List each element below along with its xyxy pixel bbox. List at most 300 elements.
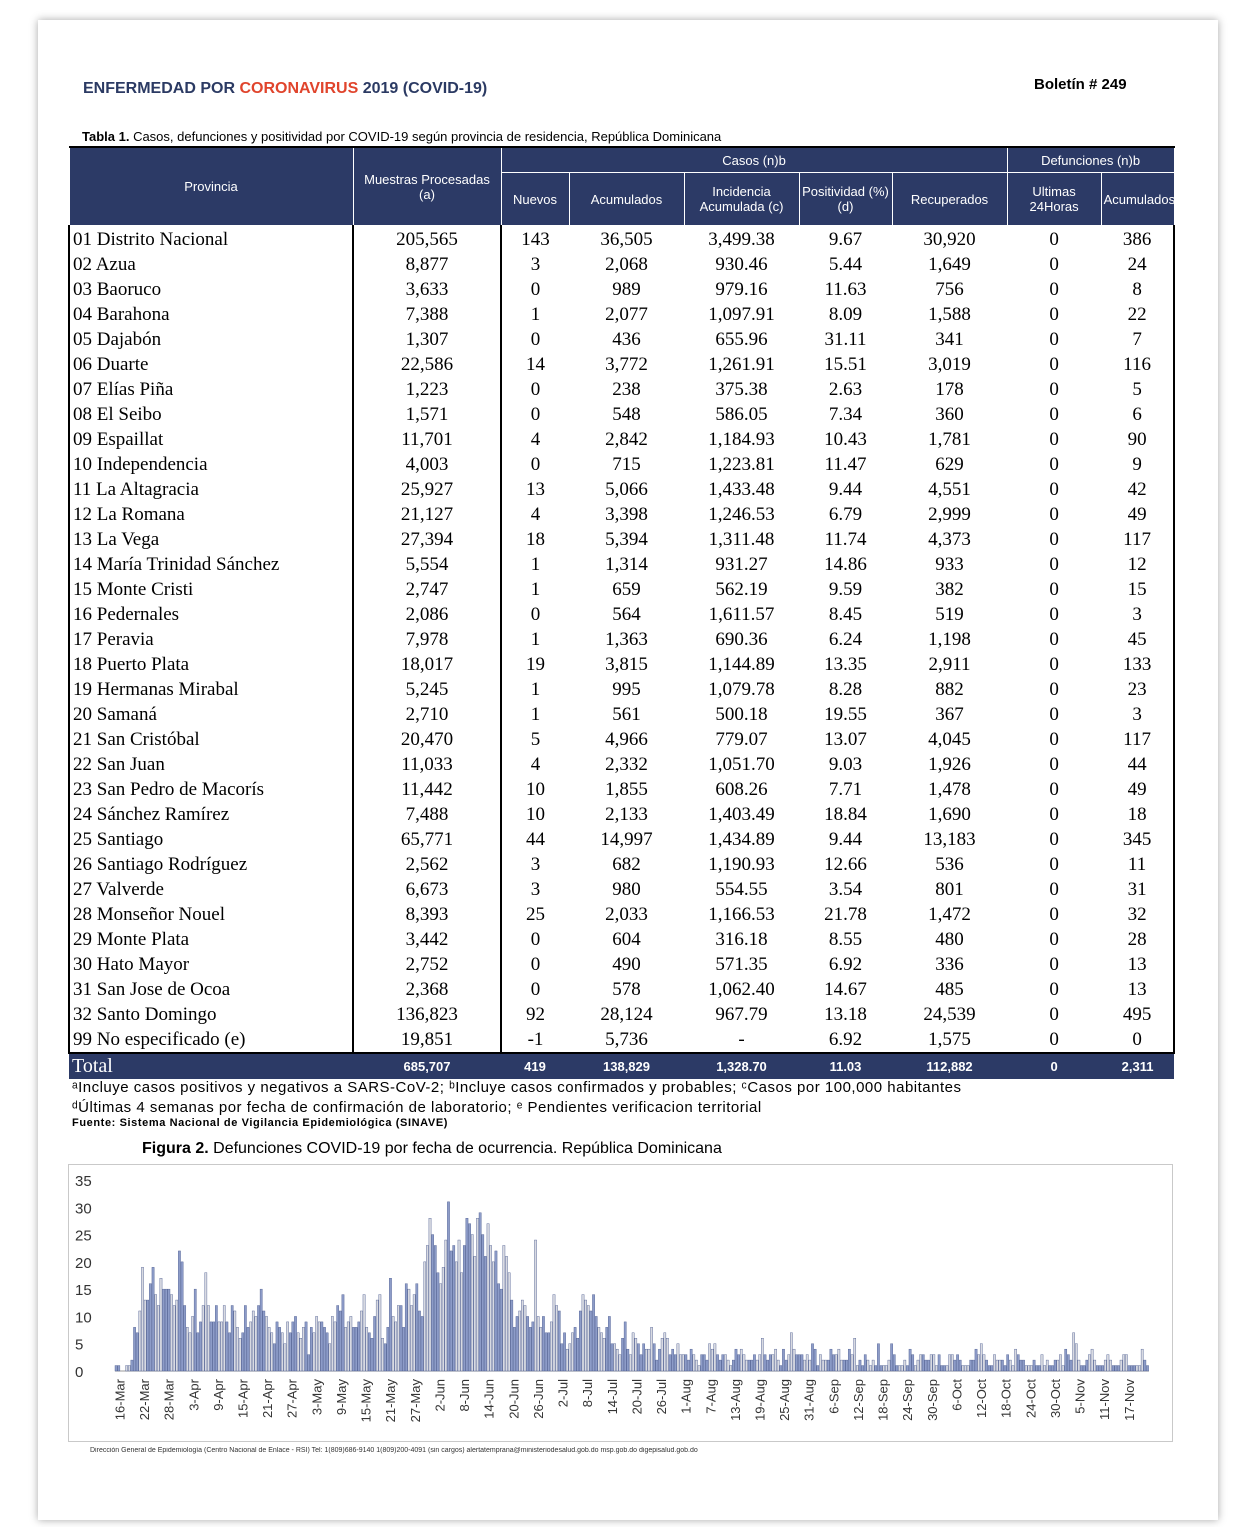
chart-bar: [126, 1366, 128, 1371]
cell-incidencia: 1,190.93: [708, 854, 775, 875]
table-row: [69, 226, 1174, 253]
x-tick-label: 20-Jul: [629, 1379, 645, 1415]
chart-bar: [656, 1360, 658, 1371]
chart-bar: [482, 1235, 484, 1371]
x-tick-label: 19-Aug: [752, 1379, 768, 1421]
cell-ultimas: 0: [1049, 604, 1059, 625]
chart-bar: [1128, 1366, 1130, 1371]
cell-nuevos: 1: [530, 579, 541, 600]
cell-ultimas: 0: [1049, 704, 1059, 725]
chart-bar: [732, 1360, 734, 1371]
source-note: Fuente: Sistema Nacional de Vigilancia Epidemiológica (SINAVE): [72, 1117, 449, 1129]
cell-nuevos: 3: [530, 254, 541, 275]
cell-acumulados: 1,855: [605, 779, 648, 800]
table-row: [69, 302, 1174, 327]
cell-acumulados: 3,772: [605, 354, 648, 375]
chart-bar: [397, 1306, 399, 1371]
chart-bar: [949, 1355, 951, 1371]
cell-ultimas: 0: [1049, 554, 1059, 575]
chart-bar: [1046, 1360, 1048, 1371]
cell-positividad: 14.86: [824, 554, 867, 575]
cell-recuperados: 1,478: [928, 779, 971, 800]
chart-bar: [764, 1355, 766, 1371]
chart-bar: [239, 1338, 241, 1371]
chart-bar: [284, 1344, 286, 1371]
x-tick-label: 31-Aug: [801, 1379, 817, 1421]
chart-bar: [703, 1355, 705, 1371]
cell-ultimas: 0: [1049, 854, 1059, 875]
cell-acumulados-def: 23: [1101, 677, 1174, 702]
cell-nuevos: 0: [530, 954, 541, 975]
chart-bar: [864, 1355, 866, 1371]
cell-positividad: 9.67: [828, 229, 863, 250]
chart-bar: [500, 1289, 502, 1371]
x-tick-label: 3-May: [309, 1379, 325, 1416]
chart-bar: [846, 1360, 848, 1371]
cell-nuevos: 1: [530, 679, 541, 700]
chart-bar: [825, 1360, 827, 1371]
cell-provincia: 29 Monte Plata: [69, 927, 353, 952]
cell-incidencia: 1,166.53: [708, 904, 775, 925]
cell-provincia: 99 No especificado (e): [69, 1027, 353, 1053]
chart-bar: [218, 1322, 220, 1371]
chart-bar: [313, 1333, 315, 1371]
chart-bar: [964, 1366, 966, 1371]
cell-nuevos: 0: [530, 279, 541, 300]
chart-bar: [1125, 1355, 1127, 1371]
x-tick-label: 27-May: [407, 1379, 423, 1423]
chart-bar: [1141, 1349, 1143, 1371]
cell-acumulados-def: 116: [1101, 352, 1174, 377]
chart-bar: [608, 1316, 610, 1371]
chart-bar: [637, 1344, 639, 1371]
chart-bar: [490, 1245, 492, 1371]
x-tick-label: 12-Sep: [851, 1379, 867, 1421]
cell-acumulados-def: 117: [1101, 527, 1174, 552]
cell-provincia: 30 Hato Mayor: [69, 952, 353, 977]
cell-acumulados: 5,066: [605, 479, 648, 500]
chart-bar: [579, 1311, 581, 1371]
chart-bar: [281, 1333, 283, 1371]
chart-bar: [403, 1327, 405, 1371]
chart-bar: [173, 1306, 175, 1371]
chart-bar: [516, 1316, 518, 1371]
table-notes: [72, 1078, 1172, 1098]
chart-bar: [231, 1306, 233, 1371]
cell-nuevos: 1: [530, 304, 541, 325]
chart-bar: [1033, 1360, 1035, 1371]
cell-acumulados-def: 3: [1101, 602, 1174, 627]
header-incidencia: Incidencia Acumulada (c): [684, 173, 799, 226]
cell-provincia: 16 Pedernales: [69, 602, 353, 627]
x-tick-label: 30-Sep: [924, 1379, 940, 1421]
chart-bar: [653, 1344, 655, 1371]
cell-acumulados-def: 45: [1101, 627, 1174, 652]
table-row: [69, 602, 1174, 627]
cell-acumulados: 561: [612, 704, 641, 725]
cell-incidencia: 3,499.38: [708, 229, 775, 250]
cell-positividad: 3.54: [828, 879, 863, 900]
chart-bar: [511, 1300, 513, 1371]
chart-bar: [450, 1251, 452, 1371]
chart-bar: [1049, 1366, 1051, 1371]
cell-recuperados: 1,575: [928, 1029, 971, 1050]
chart-bar: [896, 1366, 898, 1371]
cell-ultimas: 0: [1049, 254, 1059, 275]
cell-nuevos: 1: [530, 554, 541, 575]
chart-bar: [149, 1284, 151, 1371]
cell-ultimas: 0: [1049, 679, 1059, 700]
chart-bar: [985, 1360, 987, 1371]
chart-bar: [587, 1306, 589, 1371]
chart-bar: [1067, 1355, 1069, 1371]
cell-nuevos: -1: [527, 1029, 544, 1050]
chart-bar: [279, 1327, 281, 1371]
cell-provincia: 25 Santiago: [69, 827, 353, 852]
cell-incidencia: 586.05: [715, 404, 768, 425]
chart-bar: [925, 1360, 927, 1371]
cell-ultimas: 0: [1049, 354, 1059, 375]
chart-bar: [917, 1360, 919, 1371]
chart-bar: [840, 1360, 842, 1371]
cell-provincia: 14 María Trinidad Sánchez: [69, 552, 353, 577]
cell-provincia: 02 Azua: [69, 252, 353, 277]
cell-acumulados: 578: [612, 979, 641, 1000]
table-notes-2: [72, 1098, 1172, 1118]
chart-bar: [242, 1333, 244, 1371]
chart-bar: [1051, 1366, 1053, 1371]
x-tick-label: 6-Sep: [826, 1379, 842, 1414]
chart-bar: [780, 1366, 782, 1371]
chart-bar: [321, 1322, 323, 1371]
chart-bar: [967, 1366, 969, 1371]
cell-muestras: 27,394: [353, 527, 501, 552]
chart-bar: [819, 1355, 821, 1371]
chart-bar: [534, 1240, 536, 1371]
cell-incidencia: 562.19: [715, 579, 768, 600]
header-provincia: Provincia: [69, 147, 353, 226]
cell-positividad: 13.07: [824, 729, 867, 750]
chart-bar: [202, 1306, 204, 1371]
chart-bar: [186, 1327, 188, 1371]
cell-acumulados-def: 3: [1101, 702, 1174, 727]
chart-bar: [893, 1355, 895, 1371]
total-label: Total: [69, 1053, 353, 1079]
cell-muestras: 1,307: [353, 327, 501, 352]
chart-bar: [484, 1256, 486, 1371]
table-row: [69, 577, 1174, 602]
cases-table: [68, 146, 1175, 1079]
total-positividad: 11.03: [799, 1053, 892, 1079]
chart-bar: [384, 1344, 386, 1371]
chart-bar: [1043, 1366, 1045, 1371]
cell-positividad: 7.34: [828, 404, 863, 425]
cell-positividad: 11.63: [824, 279, 867, 300]
cell-positividad: 9.44: [828, 479, 863, 500]
cell-provincia: 17 Peravia: [69, 627, 353, 652]
cell-positividad: 18.84: [824, 804, 867, 825]
total-nuevos: 419: [501, 1053, 569, 1079]
chart-bar: [669, 1355, 671, 1371]
cell-nuevos: 44: [526, 829, 545, 850]
cell-nuevos: 0: [530, 329, 541, 350]
chart-bar: [743, 1355, 745, 1371]
chart-bar: [983, 1355, 985, 1371]
chart-bar: [439, 1284, 441, 1371]
chart-bar: [643, 1344, 645, 1371]
cell-muestras: 18,017: [353, 652, 501, 677]
chart-bar: [418, 1311, 420, 1371]
chart-bar: [920, 1355, 922, 1371]
chart-bar: [329, 1344, 331, 1371]
cell-positividad: 6.24: [828, 629, 863, 650]
cell-acumulados: 28,124: [600, 1004, 653, 1025]
cell-provincia: 18 Puerto Plata: [69, 652, 353, 677]
cell-provincia: 22 San Juan: [69, 752, 353, 777]
chart-bar: [424, 1262, 426, 1371]
chart-bar: [540, 1327, 542, 1371]
cell-provincia: 15 Monte Cristi: [69, 577, 353, 602]
chart-bar: [1028, 1366, 1030, 1371]
cell-provincia: 05 Dajabón: [69, 327, 353, 352]
cell-provincia: 09 Espaillat: [69, 427, 353, 452]
chart-bar: [753, 1355, 755, 1371]
cell-recuperados: 1,198: [928, 629, 971, 650]
chart-bar: [793, 1349, 795, 1371]
cell-muestras: 7,488: [353, 802, 501, 827]
x-tick-label: 8-Jun: [457, 1379, 473, 1412]
cell-recuperados: 4,551: [928, 479, 971, 500]
x-tick-label: 22-Mar: [137, 1379, 153, 1421]
cell-nuevos: 10: [526, 804, 545, 825]
chart-bar: [843, 1360, 845, 1371]
y-tick-label: 5: [75, 1336, 84, 1354]
chart-bar: [289, 1333, 291, 1371]
cell-acumulados: 2,077: [605, 304, 648, 325]
cell-incidencia: 1,097.91: [708, 304, 775, 325]
cell-incidencia: 1,433.48: [708, 479, 775, 500]
cell-incidencia: 1,184.93: [708, 429, 775, 450]
chart-bar: [529, 1327, 531, 1371]
bulletin-title: [83, 80, 487, 98]
chart-bar: [1062, 1366, 1064, 1371]
chart-bar: [265, 1316, 267, 1371]
cell-provincia: 08 El Seibo: [69, 402, 353, 427]
chart-bar: [822, 1360, 824, 1371]
chart-bar: [495, 1251, 497, 1371]
cell-incidencia: 931.27: [715, 554, 768, 575]
chart-bar: [323, 1327, 325, 1371]
chart-bar: [946, 1366, 948, 1371]
chart-bar: [344, 1327, 346, 1371]
chart-bar: [468, 1224, 470, 1371]
chart-bar: [1001, 1360, 1003, 1371]
chart-bar: [679, 1355, 681, 1371]
cell-acumulados-def: 28: [1101, 927, 1174, 952]
chart-bar: [761, 1338, 763, 1371]
cell-acumulados: 5,736: [605, 1029, 648, 1050]
note-line-2: ᵈÚltimas 4 semanas por fecha de confirmación de laboratorio; ᵉ Pendientes verificacion territorial: [72, 1099, 762, 1116]
chart-bar: [1115, 1366, 1117, 1371]
cell-acumulados-def: 386: [1101, 226, 1174, 253]
cell-recuperados: 336: [935, 954, 964, 975]
chart-bar: [888, 1360, 890, 1371]
cell-provincia: 19 Hermanas Mirabal: [69, 677, 353, 702]
chart-bar: [144, 1300, 146, 1371]
cell-acumulados: 2,842: [605, 429, 648, 450]
cell-ultimas: 0: [1049, 304, 1059, 325]
cell-muestras: 205,565: [353, 226, 501, 253]
title-suffix: 2019 (COVID-19): [358, 80, 488, 97]
cell-recuperados: 13,183: [923, 829, 976, 850]
chart-bar: [996, 1360, 998, 1371]
cell-nuevos: 143: [521, 229, 550, 250]
x-tick-label: 25-Aug: [777, 1379, 793, 1421]
chart-bar: [1146, 1366, 1148, 1371]
chart-bar: [300, 1338, 302, 1371]
chart-bar: [271, 1333, 273, 1371]
chart-bar: [131, 1360, 133, 1371]
chart-bar: [1059, 1355, 1061, 1371]
header-acumulados-def: Acumulados: [1101, 173, 1174, 226]
cell-muestras: 65,771: [353, 827, 501, 852]
cell-acumulados-def: 42: [1101, 477, 1174, 502]
chart-bar: [590, 1311, 592, 1371]
cell-recuperados: 485: [935, 979, 964, 1000]
cell-muestras: 11,033: [353, 752, 501, 777]
cell-acumulados: 1,363: [605, 629, 648, 650]
chart-bar: [956, 1355, 958, 1371]
chart-bar: [993, 1355, 995, 1371]
table-row: [69, 877, 1174, 902]
table-row: [69, 427, 1174, 452]
chart-bar: [503, 1245, 505, 1371]
cell-ultimas: 0: [1049, 504, 1059, 525]
chart-bar: [980, 1344, 982, 1371]
table-row: [69, 802, 1174, 827]
cell-acumulados: 715: [612, 454, 641, 475]
chart-bar: [645, 1349, 647, 1371]
cell-nuevos: 13: [526, 479, 545, 500]
chart-bar: [405, 1284, 407, 1371]
chart-bar: [524, 1306, 526, 1371]
cell-acumulados: 564: [612, 604, 641, 625]
cell-acumulados-def: 18: [1101, 802, 1174, 827]
chart-bar: [165, 1289, 167, 1371]
chart-bar: [247, 1327, 249, 1371]
chart-bar: [118, 1366, 120, 1371]
chart-bar: [292, 1322, 294, 1371]
cell-provincia: 31 San Jose de Ocoa: [69, 977, 353, 1002]
table-row: [69, 702, 1174, 727]
chart-bar: [574, 1327, 576, 1371]
bulletin-number: Boletín # 249: [1034, 76, 1127, 93]
x-tick-label: 9-May: [334, 1379, 350, 1416]
chart-bar: [706, 1360, 708, 1371]
chart-bar: [155, 1295, 157, 1371]
chart-bar: [872, 1360, 874, 1371]
chart-bar: [566, 1349, 568, 1371]
title-highlight: CORONAVIRUS: [239, 80, 359, 97]
chart-bar: [1099, 1366, 1101, 1371]
chart-bar: [213, 1322, 215, 1371]
chart-bar: [157, 1306, 159, 1371]
y-tick-label: 35: [75, 1173, 92, 1190]
chart-bar: [714, 1344, 716, 1371]
cell-recuperados: 519: [935, 604, 964, 625]
chart-bar: [632, 1333, 634, 1371]
chart-bar: [1112, 1366, 1114, 1371]
cell-ultimas: 0: [1049, 454, 1059, 475]
chart-bar: [260, 1289, 262, 1371]
cell-ultimas: 0: [1049, 629, 1059, 650]
cell-provincia: 13 La Vega: [69, 527, 353, 552]
chart-bar: [861, 1366, 863, 1371]
chart-bar: [883, 1366, 885, 1371]
cell-muestras: 2,710: [353, 702, 501, 727]
chart-bar: [621, 1338, 623, 1371]
chart-bar: [975, 1349, 977, 1371]
chart-bar: [308, 1355, 310, 1371]
chart-bar: [115, 1366, 117, 1371]
cell-ultimas: 0: [1049, 429, 1059, 450]
chart-bar: [930, 1355, 932, 1371]
x-tick-label: 1-Aug: [678, 1379, 694, 1414]
chart-bar: [1102, 1366, 1104, 1371]
header-defunciones-group: Defunciones (n)b: [1007, 147, 1174, 173]
chart-bar: [811, 1344, 813, 1371]
table-row: [69, 527, 1174, 552]
cell-ultimas: 0: [1049, 729, 1059, 750]
chart-bar: [326, 1333, 328, 1371]
cell-nuevos: 1: [530, 629, 541, 650]
table-row: [69, 352, 1174, 377]
table-row: [69, 1002, 1174, 1027]
header-nuevos: Nuevos: [501, 173, 569, 226]
cell-recuperados: 1,649: [928, 254, 971, 275]
chart-bar: [432, 1235, 434, 1371]
chart-bar: [922, 1355, 924, 1371]
x-tick-label: 5-Nov: [1072, 1379, 1088, 1414]
chart-bar: [677, 1344, 679, 1371]
chart-bar: [461, 1273, 463, 1371]
cell-ultimas: 0: [1049, 754, 1059, 775]
chart-bar: [901, 1366, 903, 1371]
cell-recuperados: 480: [935, 929, 964, 950]
table-row: [69, 252, 1174, 277]
chart-bar: [339, 1311, 341, 1371]
cell-acumulados-def: 133: [1101, 652, 1174, 677]
x-tick-label: 18-Oct: [998, 1379, 1014, 1419]
cell-positividad: 6.92: [828, 954, 863, 975]
chart-bar: [337, 1306, 339, 1371]
cell-nuevos: 4: [530, 504, 541, 525]
total-incidencia: 1,328.70: [684, 1053, 799, 1079]
cell-positividad: 7.71: [828, 779, 863, 800]
cell-provincia: 06 Duarte: [69, 352, 353, 377]
cell-muestras: 21,127: [353, 502, 501, 527]
x-tick-label: 24-Sep: [900, 1379, 916, 1421]
chart-bar: [959, 1360, 961, 1371]
chart-bar: [199, 1322, 201, 1371]
chart-bar: [366, 1327, 368, 1371]
chart-bar: [368, 1333, 370, 1371]
table-row: [69, 727, 1174, 752]
chart-bar: [234, 1311, 236, 1371]
cell-provincia: 21 San Cristóbal: [69, 727, 353, 752]
cell-acumulados: 2,332: [605, 754, 648, 775]
chart-bar: [474, 1256, 476, 1371]
